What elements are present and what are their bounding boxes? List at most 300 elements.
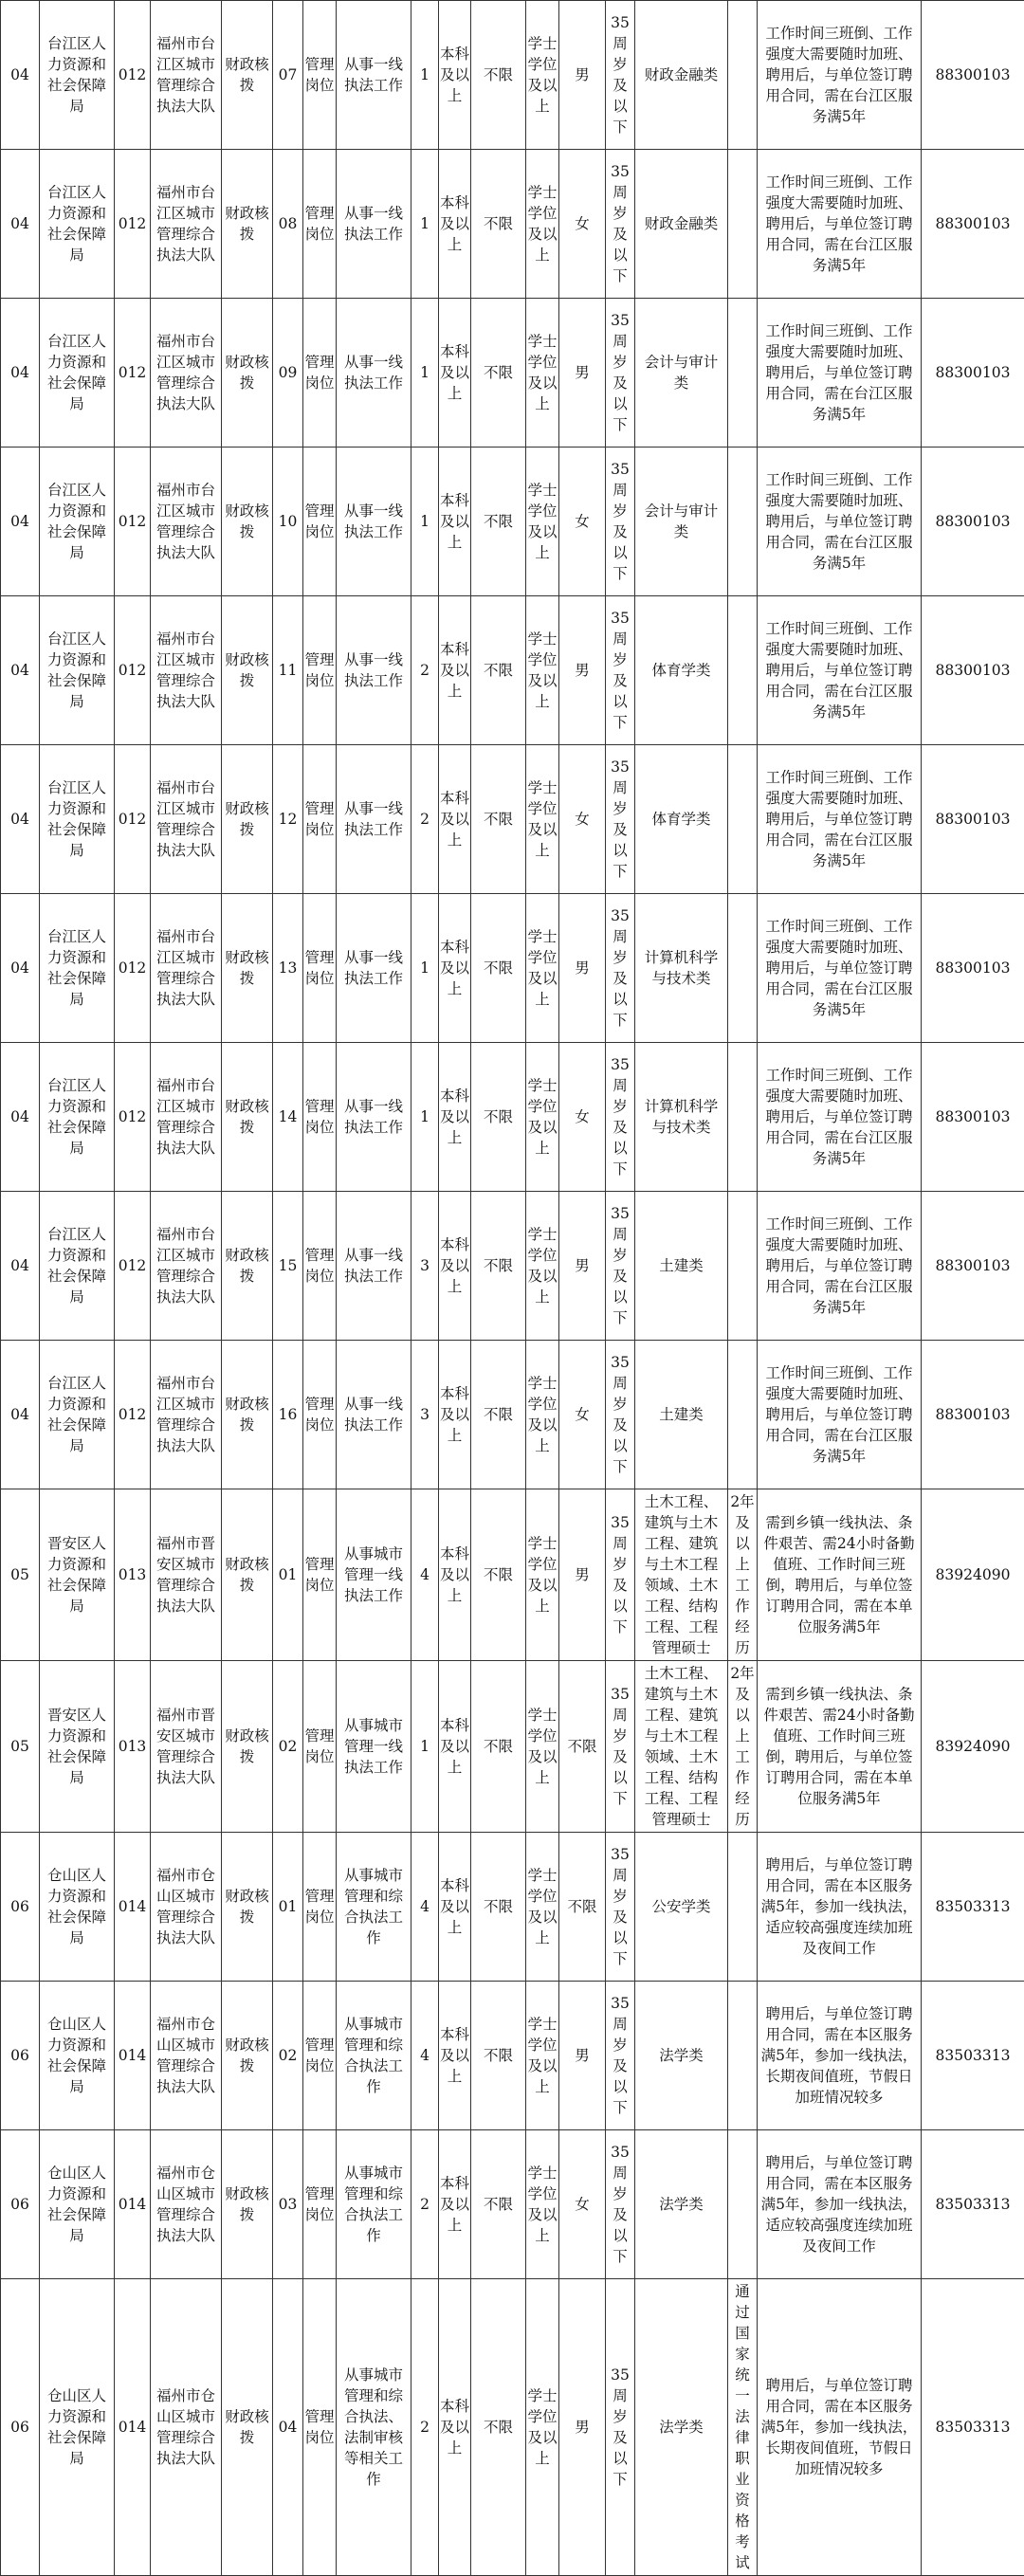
notes-cell: 工作时间三班倒、工作强度大需要随时加班、聘用后，与单位签订聘用合同，需在台江区服务满5年: [758, 1341, 922, 1489]
major-limit-cell: 不限: [471, 150, 526, 299]
dept-cell: 台江区人力资源和社会保障局: [40, 1, 115, 150]
degree-cell: 学士学位及以上: [526, 2279, 559, 2576]
unit-cell: 福州市台江区城市管理综合执法大队: [151, 894, 222, 1043]
table-row: [1, 1192, 1024, 1341]
dept-code-cell: 014: [115, 1982, 151, 2130]
dept-cell: 台江区人力资源和社会保障局: [40, 745, 115, 894]
experience-cell: [728, 2130, 758, 2279]
major-limit-cell: 不限: [471, 2130, 526, 2279]
count-cell: 1: [411, 150, 439, 299]
table-row: [1, 745, 1024, 894]
phone-cell: 88300103: [922, 1341, 1024, 1489]
major-limit-cell: 不限: [471, 1982, 526, 2130]
table-row: [1, 1489, 1024, 1661]
notes-cell: 工作时间三班倒、工作强度大需要随时加班、聘用后，与单位签订聘用合同，需在台江区服务满5年: [758, 448, 922, 596]
edu-cell: 本科及以上: [439, 1341, 471, 1489]
edu-cell: 本科及以上: [439, 2279, 471, 2576]
unit-cell: 福州市晋安区城市管理综合执法大队: [151, 1661, 222, 1833]
table-row: [1, 150, 1024, 299]
table-row: [1, 2279, 1024, 2576]
major-limit-cell: 不限: [471, 1489, 526, 1661]
notes-cell: 工作时间三班倒、工作强度大需要随时加班、聘用后，与单位签订聘用合同，需在台江区服务满5年: [758, 596, 922, 745]
phone-cell: 88300103: [922, 150, 1024, 299]
unit-cell: 福州市台江区城市管理综合执法大队: [151, 1192, 222, 1341]
edu-cell: 本科及以上: [439, 1, 471, 150]
experience-cell: [728, 894, 758, 1043]
degree-cell: 学士学位及以上: [526, 150, 559, 299]
duty-cell: 从事城市管理一线执法工作: [337, 1661, 411, 1833]
phone-cell: 88300103: [922, 1043, 1024, 1192]
pos-code-cell: 03: [273, 2130, 303, 2279]
count-cell: 4: [411, 1982, 439, 2130]
gender-cell: 男: [559, 299, 606, 448]
count-cell: 3: [411, 1341, 439, 1489]
code-cell: 04: [1, 745, 40, 894]
unit-cell: 福州市台江区城市管理综合执法大队: [151, 1, 222, 150]
dept-cell: 台江区人力资源和社会保障局: [40, 1341, 115, 1489]
pos-code-cell: 07: [273, 1, 303, 150]
gender-cell: 不限: [559, 1661, 606, 1833]
duty-cell: 从事一线执法工作: [337, 448, 411, 596]
degree-cell: 学士学位及以上: [526, 1489, 559, 1661]
gender-cell: 女: [559, 1043, 606, 1192]
dept-code-cell: 014: [115, 1833, 151, 1982]
gender-cell: 女: [559, 150, 606, 299]
dept-cell: 台江区人力资源和社会保障局: [40, 150, 115, 299]
pos-code-cell: 12: [273, 745, 303, 894]
major-cell: 法学类: [635, 1982, 728, 2130]
funding-cell: 财政核拨: [222, 150, 273, 299]
notes-cell: 聘用后，与单位签订聘用合同，需在本区服务满5年，参加一线执法，适应较高强度连续加班及夜间工作: [758, 1833, 922, 1982]
pos-code-cell: 09: [273, 299, 303, 448]
age-cell: 35周岁及以下: [606, 894, 635, 1043]
unit-cell: 福州市台江区城市管理综合执法大队: [151, 1043, 222, 1192]
funding-cell: 财政核拨: [222, 1661, 273, 1833]
degree-cell: 学士学位及以上: [526, 1833, 559, 1982]
count-cell: 1: [411, 1, 439, 150]
pos-code-cell: 14: [273, 1043, 303, 1192]
pos-type-cell: 管理岗位: [303, 299, 337, 448]
code-cell: 05: [1, 1489, 40, 1661]
dept-code-cell: 014: [115, 2279, 151, 2576]
gender-cell: 男: [559, 1489, 606, 1661]
phone-cell: 83924090: [922, 1489, 1024, 1661]
count-cell: 4: [411, 1833, 439, 1982]
experience-cell: 2年及以上工作经历: [728, 1489, 758, 1661]
count-cell: 2: [411, 745, 439, 894]
gender-cell: 女: [559, 745, 606, 894]
pos-type-cell: 管理岗位: [303, 1833, 337, 1982]
pos-code-cell: 04: [273, 2279, 303, 2576]
pos-type-cell: 管理岗位: [303, 1982, 337, 2130]
dept-cell: 晋安区人力资源和社会保障局: [40, 1489, 115, 1661]
pos-code-cell: 10: [273, 448, 303, 596]
experience-cell: [728, 596, 758, 745]
duty-cell: 从事城市管理一线执法工作: [337, 1489, 411, 1661]
unit-cell: 福州市台江区城市管理综合执法大队: [151, 299, 222, 448]
duty-cell: 从事一线执法工作: [337, 1, 411, 150]
pos-type-cell: 管理岗位: [303, 745, 337, 894]
code-cell: 04: [1, 150, 40, 299]
duty-cell: 从事一线执法工作: [337, 299, 411, 448]
gender-cell: 女: [559, 2130, 606, 2279]
table-row: [1, 1043, 1024, 1192]
gender-cell: 男: [559, 596, 606, 745]
unit-cell: 福州市台江区城市管理综合执法大队: [151, 150, 222, 299]
degree-cell: 学士学位及以上: [526, 1, 559, 150]
major-cell: 土建类: [635, 1192, 728, 1341]
code-cell: 06: [1, 1833, 40, 1982]
degree-cell: 学士学位及以上: [526, 596, 559, 745]
age-cell: 35周岁及以下: [606, 1341, 635, 1489]
phone-cell: 88300103: [922, 1, 1024, 150]
unit-cell: 福州市仓山区城市管理综合执法大队: [151, 1833, 222, 1982]
count-cell: 1: [411, 894, 439, 1043]
notes-cell: 工作时间三班倒、工作强度大需要随时加班、聘用后，与单位签订聘用合同，需在台江区服务满5年: [758, 1, 922, 150]
gender-cell: 男: [559, 2279, 606, 2576]
code-cell: 04: [1, 894, 40, 1043]
dept-code-cell: 012: [115, 448, 151, 596]
dept-cell: 台江区人力资源和社会保障局: [40, 894, 115, 1043]
dept-cell: 仓山区人力资源和社会保障局: [40, 1833, 115, 1982]
dept-code-cell: 012: [115, 299, 151, 448]
funding-cell: 财政核拨: [222, 2279, 273, 2576]
phone-cell: 83503313: [922, 2130, 1024, 2279]
phone-cell: 88300103: [922, 596, 1024, 745]
major-limit-cell: 不限: [471, 1833, 526, 1982]
major-limit-cell: 不限: [471, 1, 526, 150]
phone-cell: 88300103: [922, 448, 1024, 596]
funding-cell: 财政核拨: [222, 1192, 273, 1341]
dept-code-cell: 012: [115, 894, 151, 1043]
duty-cell: 从事城市管理和综合执法工作: [337, 2130, 411, 2279]
age-cell: 35周岁及以下: [606, 745, 635, 894]
count-cell: 4: [411, 1489, 439, 1661]
table-row: [1, 1982, 1024, 2130]
code-cell: 04: [1, 1192, 40, 1341]
count-cell: 2: [411, 596, 439, 745]
pos-type-cell: 管理岗位: [303, 894, 337, 1043]
degree-cell: 学士学位及以上: [526, 894, 559, 1043]
funding-cell: 财政核拨: [222, 596, 273, 745]
table-row: [1, 448, 1024, 596]
pos-code-cell: 11: [273, 596, 303, 745]
table-row: [1, 894, 1024, 1043]
dept-cell: 仓山区人力资源和社会保障局: [40, 2130, 115, 2279]
dept-cell: 台江区人力资源和社会保障局: [40, 299, 115, 448]
count-cell: 2: [411, 2279, 439, 2576]
major-cell: 土木工程、建筑与土木工程、建筑与土木工程领域、土木工程、结构工程、工程管理硕士: [635, 1661, 728, 1833]
count-cell: 1: [411, 1043, 439, 1192]
pos-code-cell: 01: [273, 1833, 303, 1982]
dept-code-cell: 012: [115, 1192, 151, 1341]
table-row: [1, 299, 1024, 448]
age-cell: 35周岁及以下: [606, 1982, 635, 2130]
funding-cell: 财政核拨: [222, 1833, 273, 1982]
phone-cell: 88300103: [922, 894, 1024, 1043]
edu-cell: 本科及以上: [439, 150, 471, 299]
major-cell: 财政金融类: [635, 1, 728, 150]
experience-cell: [728, 1192, 758, 1341]
table-row: [1, 1341, 1024, 1489]
experience-cell: 2年及以上工作经历: [728, 1661, 758, 1833]
phone-cell: 88300103: [922, 745, 1024, 894]
funding-cell: 财政核拨: [222, 1043, 273, 1192]
edu-cell: 本科及以上: [439, 2130, 471, 2279]
pos-code-cell: 13: [273, 894, 303, 1043]
table-row: [1, 1661, 1024, 1833]
edu-cell: 本科及以上: [439, 1192, 471, 1341]
notes-cell: 聘用后，与单位签订聘用合同，需在本区服务满5年，参加一线执法，适应较高强度连续加班及夜间工作: [758, 2130, 922, 2279]
dept-code-cell: 012: [115, 150, 151, 299]
major-cell: 会计与审计类: [635, 448, 728, 596]
count-cell: 2: [411, 2130, 439, 2279]
duty-cell: 从事一线执法工作: [337, 1341, 411, 1489]
age-cell: 35周岁及以下: [606, 299, 635, 448]
gender-cell: 男: [559, 1, 606, 150]
notes-cell: 聘用后，与单位签订聘用合同，需在本区服务满5年，参加一线执法，长期夜间值班，节假日加班情况较多: [758, 1982, 922, 2130]
unit-cell: 福州市台江区城市管理综合执法大队: [151, 596, 222, 745]
pos-type-cell: 管理岗位: [303, 1341, 337, 1489]
notes-cell: 工作时间三班倒、工作强度大需要随时加班、聘用后，与单位签订聘用合同，需在台江区服务满5年: [758, 299, 922, 448]
pos-type-cell: 管理岗位: [303, 1043, 337, 1192]
count-cell: 1: [411, 448, 439, 596]
code-cell: 04: [1, 448, 40, 596]
code-cell: 06: [1, 1982, 40, 2130]
age-cell: 35周岁及以下: [606, 1661, 635, 1833]
funding-cell: 财政核拨: [222, 894, 273, 1043]
experience-cell: [728, 1341, 758, 1489]
edu-cell: 本科及以上: [439, 1833, 471, 1982]
edu-cell: 本科及以上: [439, 1661, 471, 1833]
funding-cell: 财政核拨: [222, 1, 273, 150]
dept-cell: 晋安区人力资源和社会保障局: [40, 1661, 115, 1833]
gender-cell: 男: [559, 1982, 606, 2130]
dept-code-cell: 012: [115, 1043, 151, 1192]
dept-cell: 仓山区人力资源和社会保障局: [40, 2279, 115, 2576]
duty-cell: 从事一线执法工作: [337, 894, 411, 1043]
funding-cell: 财政核拨: [222, 1489, 273, 1661]
age-cell: 35周岁及以下: [606, 2279, 635, 2576]
table-row: [1, 2130, 1024, 2279]
code-cell: 04: [1, 299, 40, 448]
major-cell: 会计与审计类: [635, 299, 728, 448]
age-cell: 35周岁及以下: [606, 2130, 635, 2279]
gender-cell: 女: [559, 448, 606, 596]
duty-cell: 从事城市管理和综合执法、法制审核等相关工作: [337, 2279, 411, 2576]
degree-cell: 学士学位及以上: [526, 299, 559, 448]
notes-cell: 工作时间三班倒、工作强度大需要随时加班、聘用后，与单位签订聘用合同，需在台江区服务满5年: [758, 894, 922, 1043]
notes-cell: 工作时间三班倒、工作强度大需要随时加班、聘用后，与单位签订聘用合同，需在台江区服务满5年: [758, 150, 922, 299]
dept-cell: 台江区人力资源和社会保障局: [40, 1192, 115, 1341]
major-limit-cell: 不限: [471, 1192, 526, 1341]
funding-cell: 财政核拨: [222, 1982, 273, 2130]
major-limit-cell: 不限: [471, 1341, 526, 1489]
gender-cell: 女: [559, 1341, 606, 1489]
dept-code-cell: 013: [115, 1489, 151, 1661]
experience-cell: [728, 1043, 758, 1192]
major-cell: 土木工程、建筑与土木工程、建筑与土木工程领域、土木工程、结构工程、工程管理硕士: [635, 1489, 728, 1661]
major-cell: 财政金融类: [635, 150, 728, 299]
dept-cell: 台江区人力资源和社会保障局: [40, 1043, 115, 1192]
phone-cell: 83503313: [922, 1833, 1024, 1982]
dept-code-cell: 014: [115, 2130, 151, 2279]
pos-code-cell: 16: [273, 1341, 303, 1489]
phone-cell: 83503313: [922, 2279, 1024, 2576]
funding-cell: 财政核拨: [222, 1341, 273, 1489]
major-cell: 计算机科学与技术类: [635, 894, 728, 1043]
pos-type-cell: 管理岗位: [303, 1661, 337, 1833]
unit-cell: 福州市晋安区城市管理综合执法大队: [151, 1489, 222, 1661]
phone-cell: 88300103: [922, 299, 1024, 448]
code-cell: 06: [1, 2279, 40, 2576]
age-cell: 35周岁及以下: [606, 1833, 635, 1982]
age-cell: 35周岁及以下: [606, 1192, 635, 1341]
pos-code-cell: 01: [273, 1489, 303, 1661]
degree-cell: 学士学位及以上: [526, 1192, 559, 1341]
notes-cell: 聘用后，与单位签订聘用合同，需在本区服务满5年，参加一线执法，长期夜间值班，节假日加班情况较多: [758, 2279, 922, 2576]
degree-cell: 学士学位及以上: [526, 1982, 559, 2130]
count-cell: 3: [411, 1192, 439, 1341]
notes-cell: 需到乡镇一线执法、条件艰苦、需24小时备勤值班、工作时间三班倒，聘用后，与单位签订聘用合同，需在本单位服务满5年: [758, 1661, 922, 1833]
age-cell: 35周岁及以下: [606, 1, 635, 150]
duty-cell: 从事城市管理和综合执法工作: [337, 1833, 411, 1982]
duty-cell: 从事一线执法工作: [337, 1192, 411, 1341]
degree-cell: 学士学位及以上: [526, 2130, 559, 2279]
gender-cell: 男: [559, 1192, 606, 1341]
edu-cell: 本科及以上: [439, 596, 471, 745]
notes-cell: 需到乡镇一线执法、条件艰苦、需24小时备勤值班、工作时间三班倒，聘用后，与单位签订聘用合同，需在本单位服务满5年: [758, 1489, 922, 1661]
major-cell: 体育学类: [635, 596, 728, 745]
duty-cell: 从事一线执法工作: [337, 745, 411, 894]
edu-cell: 本科及以上: [439, 1489, 471, 1661]
pos-type-cell: 管理岗位: [303, 1192, 337, 1341]
pos-code-cell: 15: [273, 1192, 303, 1341]
code-cell: 05: [1, 1661, 40, 1833]
dept-cell: 台江区人力资源和社会保障局: [40, 596, 115, 745]
edu-cell: 本科及以上: [439, 448, 471, 596]
major-cell: 法学类: [635, 2130, 728, 2279]
experience-cell: 通过国家统一法律职业资格考试: [728, 2279, 758, 2576]
pos-type-cell: 管理岗位: [303, 150, 337, 299]
major-cell: 法学类: [635, 2279, 728, 2576]
code-cell: 04: [1, 1, 40, 150]
edu-cell: 本科及以上: [439, 1982, 471, 2130]
major-limit-cell: 不限: [471, 2279, 526, 2576]
age-cell: 35周岁及以下: [606, 596, 635, 745]
phone-cell: 83503313: [922, 1982, 1024, 2130]
dept-code-cell: 012: [115, 1, 151, 150]
age-cell: 35周岁及以下: [606, 150, 635, 299]
notes-cell: 工作时间三班倒、工作强度大需要随时加班、聘用后，与单位签订聘用合同，需在台江区服务满5年: [758, 745, 922, 894]
major-cell: 计算机科学与技术类: [635, 1043, 728, 1192]
unit-cell: 福州市仓山区城市管理综合执法大队: [151, 1982, 222, 2130]
code-cell: 04: [1, 596, 40, 745]
funding-cell: 财政核拨: [222, 299, 273, 448]
phone-cell: 83924090: [922, 1661, 1024, 1833]
unit-cell: 福州市台江区城市管理综合执法大队: [151, 448, 222, 596]
major-cell: 体育学类: [635, 745, 728, 894]
unit-cell: 福州市仓山区城市管理综合执法大队: [151, 2130, 222, 2279]
funding-cell: 财政核拨: [222, 745, 273, 894]
dept-code-cell: 012: [115, 1341, 151, 1489]
major-limit-cell: 不限: [471, 1043, 526, 1192]
count-cell: 1: [411, 1661, 439, 1833]
major-limit-cell: 不限: [471, 299, 526, 448]
experience-cell: [728, 299, 758, 448]
major-limit-cell: 不限: [471, 745, 526, 894]
age-cell: 35周岁及以下: [606, 1043, 635, 1192]
pos-type-cell: 管理岗位: [303, 448, 337, 596]
unit-cell: 福州市台江区城市管理综合执法大队: [151, 1341, 222, 1489]
experience-cell: [728, 1982, 758, 2130]
pos-type-cell: 管理岗位: [303, 1489, 337, 1661]
gender-cell: 男: [559, 894, 606, 1043]
experience-cell: [728, 745, 758, 894]
funding-cell: 财政核拨: [222, 448, 273, 596]
code-cell: 04: [1, 1341, 40, 1489]
degree-cell: 学士学位及以上: [526, 1341, 559, 1489]
notes-cell: 工作时间三班倒、工作强度大需要随时加班、聘用后，与单位签订聘用合同，需在台江区服务满5年: [758, 1192, 922, 1341]
degree-cell: 学士学位及以上: [526, 1661, 559, 1833]
unit-cell: 福州市仓山区城市管理综合执法大队: [151, 2279, 222, 2576]
experience-cell: [728, 1, 758, 150]
dept-code-cell: 013: [115, 1661, 151, 1833]
major-cell: 土建类: [635, 1341, 728, 1489]
edu-cell: 本科及以上: [439, 894, 471, 1043]
duty-cell: 从事一线执法工作: [337, 1043, 411, 1192]
duty-cell: 从事一线执法工作: [337, 150, 411, 299]
degree-cell: 学士学位及以上: [526, 1043, 559, 1192]
edu-cell: 本科及以上: [439, 745, 471, 894]
count-cell: 1: [411, 299, 439, 448]
duty-cell: 从事一线执法工作: [337, 596, 411, 745]
experience-cell: [728, 1833, 758, 1982]
code-cell: 06: [1, 2130, 40, 2279]
pos-code-cell: 02: [273, 1661, 303, 1833]
notes-cell: 工作时间三班倒、工作强度大需要随时加班、聘用后，与单位签订聘用合同，需在台江区服务满5年: [758, 1043, 922, 1192]
major-limit-cell: 不限: [471, 448, 526, 596]
table-row: [1, 1833, 1024, 1982]
unit-cell: 福州市台江区城市管理综合执法大队: [151, 745, 222, 894]
code-cell: 04: [1, 1043, 40, 1192]
experience-cell: [728, 150, 758, 299]
major-cell: 公安学类: [635, 1833, 728, 1982]
degree-cell: 学士学位及以上: [526, 448, 559, 596]
pos-type-cell: 管理岗位: [303, 596, 337, 745]
experience-cell: [728, 448, 758, 596]
edu-cell: 本科及以上: [439, 1043, 471, 1192]
edu-cell: 本科及以上: [439, 299, 471, 448]
age-cell: 35周岁及以下: [606, 448, 635, 596]
funding-cell: 财政核拨: [222, 2130, 273, 2279]
degree-cell: 学士学位及以上: [526, 745, 559, 894]
pos-type-cell: 管理岗位: [303, 2279, 337, 2576]
dept-cell: 仓山区人力资源和社会保障局: [40, 1982, 115, 2130]
dept-code-cell: 012: [115, 745, 151, 894]
pos-type-cell: 管理岗位: [303, 1, 337, 150]
major-limit-cell: 不限: [471, 596, 526, 745]
major-limit-cell: 不限: [471, 894, 526, 1043]
pos-code-cell: 08: [273, 150, 303, 299]
pos-code-cell: 02: [273, 1982, 303, 2130]
table-row: [1, 596, 1024, 745]
table-row: [1, 1, 1024, 150]
gender-cell: 不限: [559, 1833, 606, 1982]
major-limit-cell: 不限: [471, 1661, 526, 1833]
dept-code-cell: 012: [115, 596, 151, 745]
phone-cell: 88300103: [922, 1192, 1024, 1341]
